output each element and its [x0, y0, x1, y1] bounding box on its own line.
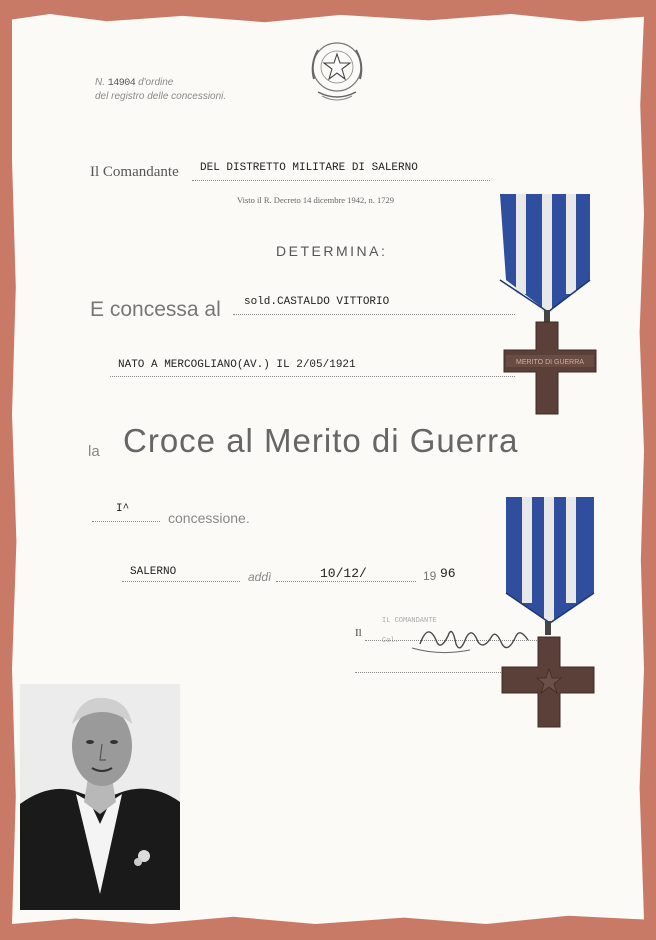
recipient-name: sold.CASTALDO VITTORIO — [244, 296, 390, 308]
commander-label: Il Comandante — [90, 164, 179, 180]
addi-label: addì — [248, 570, 272, 584]
medal-inscription: MERITO DI GUERRA — [516, 359, 584, 366]
stamp-line1: IL COMANDANTE — [382, 617, 437, 625]
concession-grade: I^ — [116, 503, 130, 515]
award-article: la — [88, 443, 100, 460]
issue-date: 10/12/ — [320, 566, 367, 581]
award-title: Croce al Merito di Guerra — [123, 422, 519, 459]
order-number: 14904 — [107, 78, 136, 89]
order-prefix: N. — [95, 77, 105, 88]
signatory-il: Il — [355, 627, 362, 639]
concession-label: concessione. — [168, 510, 250, 526]
birth-info: NATO A MERCOGLIANO(AV.) IL 2/05/1921 — [118, 359, 356, 371]
order-number-block — [95, 76, 226, 103]
decree-reference: Visto il R. Decreto 14 dicembre 1942, n. 1729 — [237, 195, 394, 205]
place-underline — [122, 581, 240, 582]
year-prefix: 19 — [423, 569, 437, 583]
determina-heading: DETERMINA: — [276, 243, 388, 259]
award-label: E concessa al — [90, 298, 221, 321]
commander-value: DEL DISTRETTO MILITARE DI SALERNO — [200, 162, 418, 174]
birth-underline — [110, 376, 515, 377]
medal-bottom — [500, 497, 600, 729]
portrait-photo — [20, 684, 180, 910]
commander-underline — [192, 180, 490, 181]
order-register-line: del registro delle concessioni. — [95, 91, 227, 102]
order-suffix: d'ordine — [138, 77, 174, 88]
recipient-portrait — [20, 684, 180, 910]
date-underline — [276, 581, 416, 582]
italian-republic-emblem — [304, 34, 370, 106]
stamp-line2: Col. — [382, 637, 399, 645]
recipient-underline — [233, 314, 515, 315]
year-value: 96 — [440, 566, 456, 581]
grade-underline — [92, 521, 160, 522]
place: SALERNO — [130, 566, 177, 578]
medal-top — [498, 194, 598, 416]
